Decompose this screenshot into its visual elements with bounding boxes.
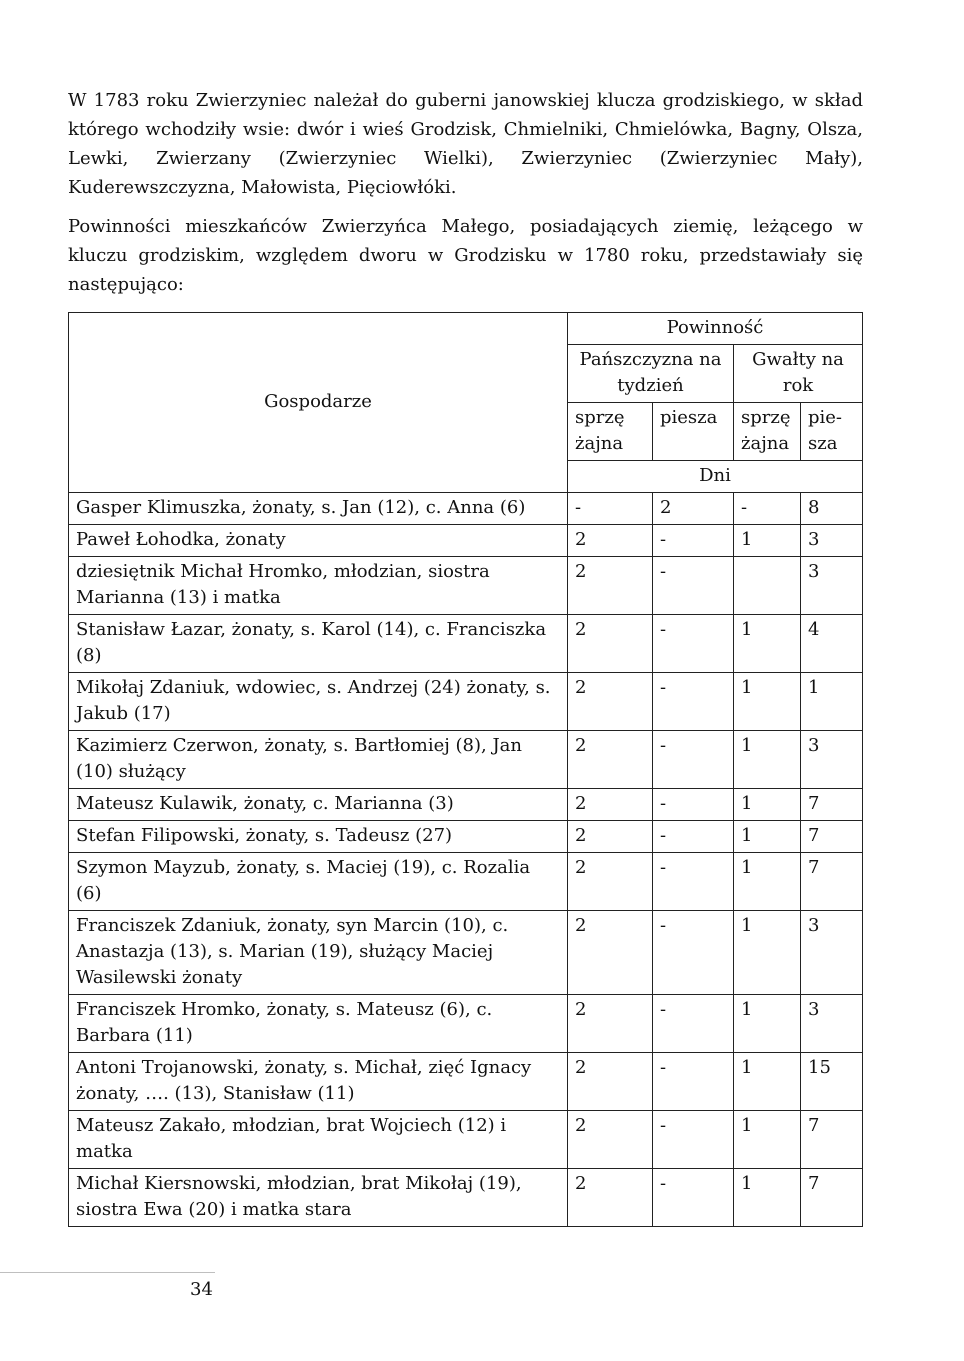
panszczyzna-sprzezajna-cell: - xyxy=(568,493,653,525)
panszczyzna-sprzezajna-cell: 2 xyxy=(568,557,653,615)
header-dni: Dni xyxy=(568,461,863,493)
gwalty-sprzezajna-cell: 1 xyxy=(734,995,801,1053)
gwalty-piesza-cell: 7 xyxy=(801,853,863,911)
gwalty-sprzezajna-cell: 1 xyxy=(734,853,801,911)
panszczyzna-sprzezajna-cell: 2 xyxy=(568,615,653,673)
panszczyzna-sprzezajna-cell: 2 xyxy=(568,673,653,731)
panszczyzna-piesza-cell: - xyxy=(653,525,734,557)
gwalty-piesza-cell: 7 xyxy=(801,1111,863,1169)
duties-table-body xyxy=(69,493,863,1227)
duties-table-head xyxy=(69,313,863,493)
gwalty-piesza-cell: 7 xyxy=(801,789,863,821)
household-name-cell: Mateusz Zakało, młodzian, brat Wojciech (12) i matka xyxy=(69,1111,568,1169)
panszczyzna-piesza-cell: - xyxy=(653,821,734,853)
footer-rule xyxy=(0,1272,215,1273)
table-row xyxy=(69,615,863,673)
household-name-cell: Franciszek Zdaniuk, żonaty, syn Marcin (10), c. Anastazja (13), s. Marian (19), służący Maciej Wasilewski żonaty xyxy=(69,911,568,995)
gwalty-sprzezajna-cell: - xyxy=(734,493,801,525)
header-gospodarze: Gospodarze xyxy=(69,313,568,493)
panszczyzna-piesza-cell: - xyxy=(653,615,734,673)
panszczyzna-piesza-cell: - xyxy=(653,789,734,821)
household-name-cell: Szymon Mayzub, żonaty, s. Maciej (19), c. Rozalia (6) xyxy=(69,853,568,911)
table-row xyxy=(69,731,863,789)
header-panszczyzna-sprzezajna: sprzę żajna xyxy=(568,403,653,461)
gwalty-sprzezajna-cell xyxy=(734,557,801,615)
intro-paragraph: W 1783 roku Zwierzyniec należał do guberni janowskiej klucza grodziskiego, w skład którego wchodziły wsie: dwór i wieś Grodzisk, Chmielniki, Chmielówka, Bagny, Olsza, Lewki, Zwierzany (Zwierzyniec Wielki), Zwierzyniec (Zwierzyniec Mały), Kuderewszczyzna, Małowista, Pięciowłóki. xyxy=(68,90,863,198)
gwalty-sprzezajna-cell: 1 xyxy=(734,731,801,789)
table-row xyxy=(69,525,863,557)
table-row xyxy=(69,1111,863,1169)
gwalty-piesza-cell: 3 xyxy=(801,525,863,557)
household-name-cell: Michał Kiersnowski, młodzian, brat Mikołaj (19), siostra Ewa (20) i matka stara xyxy=(69,1169,568,1227)
table-row xyxy=(69,673,863,731)
table-row xyxy=(69,853,863,911)
panszczyzna-piesza-cell: - xyxy=(653,911,734,995)
household-name-cell: Stanisław Łazar, żonaty, s. Karol (14), c. Franciszka (8) xyxy=(69,615,568,673)
header-panszczyzna-piesza: piesza xyxy=(653,403,734,461)
table-row xyxy=(69,1169,863,1227)
panszczyzna-piesza-cell: - xyxy=(653,1111,734,1169)
panszczyzna-sprzezajna-cell: 2 xyxy=(568,1053,653,1111)
duties-intro-paragraph: Powinności mieszkańców Zwierzyńca Małego, posiadających ziemię, leżącego w kluczu grodziskim, względem dworu w Grodzisku w 1780 roku, przedstawiały się następująco: xyxy=(68,216,863,295)
gwalty-piesza-cell: 3 xyxy=(801,911,863,995)
header-gwalty: Gwałty na rok xyxy=(734,345,863,403)
panszczyzna-sprzezajna-cell: 2 xyxy=(568,525,653,557)
table-row xyxy=(69,789,863,821)
gwalty-sprzezajna-cell: 1 xyxy=(734,673,801,731)
household-name-cell: Mikołaj Zdaniuk, wdowiec, s. Andrzej (24) żonaty, s. Jakub (17) xyxy=(69,673,568,731)
panszczyzna-piesza-cell: - xyxy=(653,557,734,615)
gwalty-sprzezajna-cell: 1 xyxy=(734,1111,801,1169)
gwalty-piesza-cell: 7 xyxy=(801,821,863,853)
gwalty-sprzezajna-cell: 1 xyxy=(734,821,801,853)
gwalty-piesza-cell: 8 xyxy=(801,493,863,525)
table-row xyxy=(69,821,863,853)
gwalty-piesza-cell: 4 xyxy=(801,615,863,673)
household-name-cell: Stefan Filipowski, żonaty, s. Tadeusz (27) xyxy=(69,821,568,853)
panszczyzna-piesza-cell: - xyxy=(653,731,734,789)
gwalty-sprzezajna-cell: 1 xyxy=(734,789,801,821)
panszczyzna-sprzezajna-cell: 2 xyxy=(568,995,653,1053)
household-name-cell: Mateusz Kulawik, żonaty, c. Marianna (3) xyxy=(69,789,568,821)
household-name-cell: Paweł Łohodka, żonaty xyxy=(69,525,568,557)
table-row xyxy=(69,493,863,525)
gwalty-sprzezajna-cell: 1 xyxy=(734,525,801,557)
header-gwalty-sprzezajna: sprzę żajna xyxy=(734,403,801,461)
gwalty-piesza-cell: 3 xyxy=(801,995,863,1053)
header-powinnosc: Powinność xyxy=(568,313,863,345)
gwalty-sprzezajna-cell: 1 xyxy=(734,1169,801,1227)
panszczyzna-piesza-cell: 2 xyxy=(653,493,734,525)
panszczyzna-piesza-cell: - xyxy=(653,1169,734,1227)
table-row xyxy=(69,1053,863,1111)
household-name-cell: Gasper Klimuszka, żonaty, s. Jan (12), c. Anna (6) xyxy=(69,493,568,525)
household-name-cell: dziesiętnik Michał Hromko, młodzian, siostra Marianna (13) i matka xyxy=(69,557,568,615)
household-name-cell: Antoni Trojanowski, żonaty, s. Michał, zięć Ignacy żonaty, …. (13), Stanisław (11) xyxy=(69,1053,568,1111)
panszczyzna-sprzezajna-cell: 2 xyxy=(568,1111,653,1169)
panszczyzna-piesza-cell: - xyxy=(653,1053,734,1111)
panszczyzna-sprzezajna-cell: 2 xyxy=(568,789,653,821)
header-panszczyzna: Pańszczyzna na tydzień xyxy=(568,345,734,403)
gwalty-piesza-cell: 3 xyxy=(801,731,863,789)
table-row xyxy=(69,557,863,615)
table-row xyxy=(69,995,863,1053)
panszczyzna-piesza-cell: - xyxy=(653,673,734,731)
panszczyzna-piesza-cell: - xyxy=(653,853,734,911)
panszczyzna-sprzezajna-cell: 2 xyxy=(568,911,653,995)
household-name-cell: Kazimierz Czerwon, żonaty, s. Bartłomiej (8), Jan (10) służący xyxy=(69,731,568,789)
panszczyzna-sprzezajna-cell: 2 xyxy=(568,853,653,911)
gwalty-sprzezajna-cell: 1 xyxy=(734,911,801,995)
duties-table xyxy=(68,312,863,1227)
gwalty-piesza-cell: 15 xyxy=(801,1053,863,1111)
table-row xyxy=(69,911,863,995)
panszczyzna-piesza-cell: - xyxy=(653,995,734,1053)
panszczyzna-sprzezajna-cell: 2 xyxy=(568,731,653,789)
household-name-cell: Franciszek Hromko, żonaty, s. Mateusz (6), c. Barbara (11) xyxy=(69,995,568,1053)
gwalty-piesza-cell: 3 xyxy=(801,557,863,615)
gwalty-sprzezajna-cell: 1 xyxy=(734,615,801,673)
gwalty-piesza-cell: 7 xyxy=(801,1169,863,1227)
page-number: 34 xyxy=(190,1279,213,1300)
gwalty-piesza-cell: 1 xyxy=(801,673,863,731)
gwalty-sprzezajna-cell: 1 xyxy=(734,1053,801,1111)
panszczyzna-sprzezajna-cell: 2 xyxy=(568,821,653,853)
header-gwalty-piesza: pie- sza xyxy=(801,403,863,461)
panszczyzna-sprzezajna-cell: 2 xyxy=(568,1169,653,1227)
